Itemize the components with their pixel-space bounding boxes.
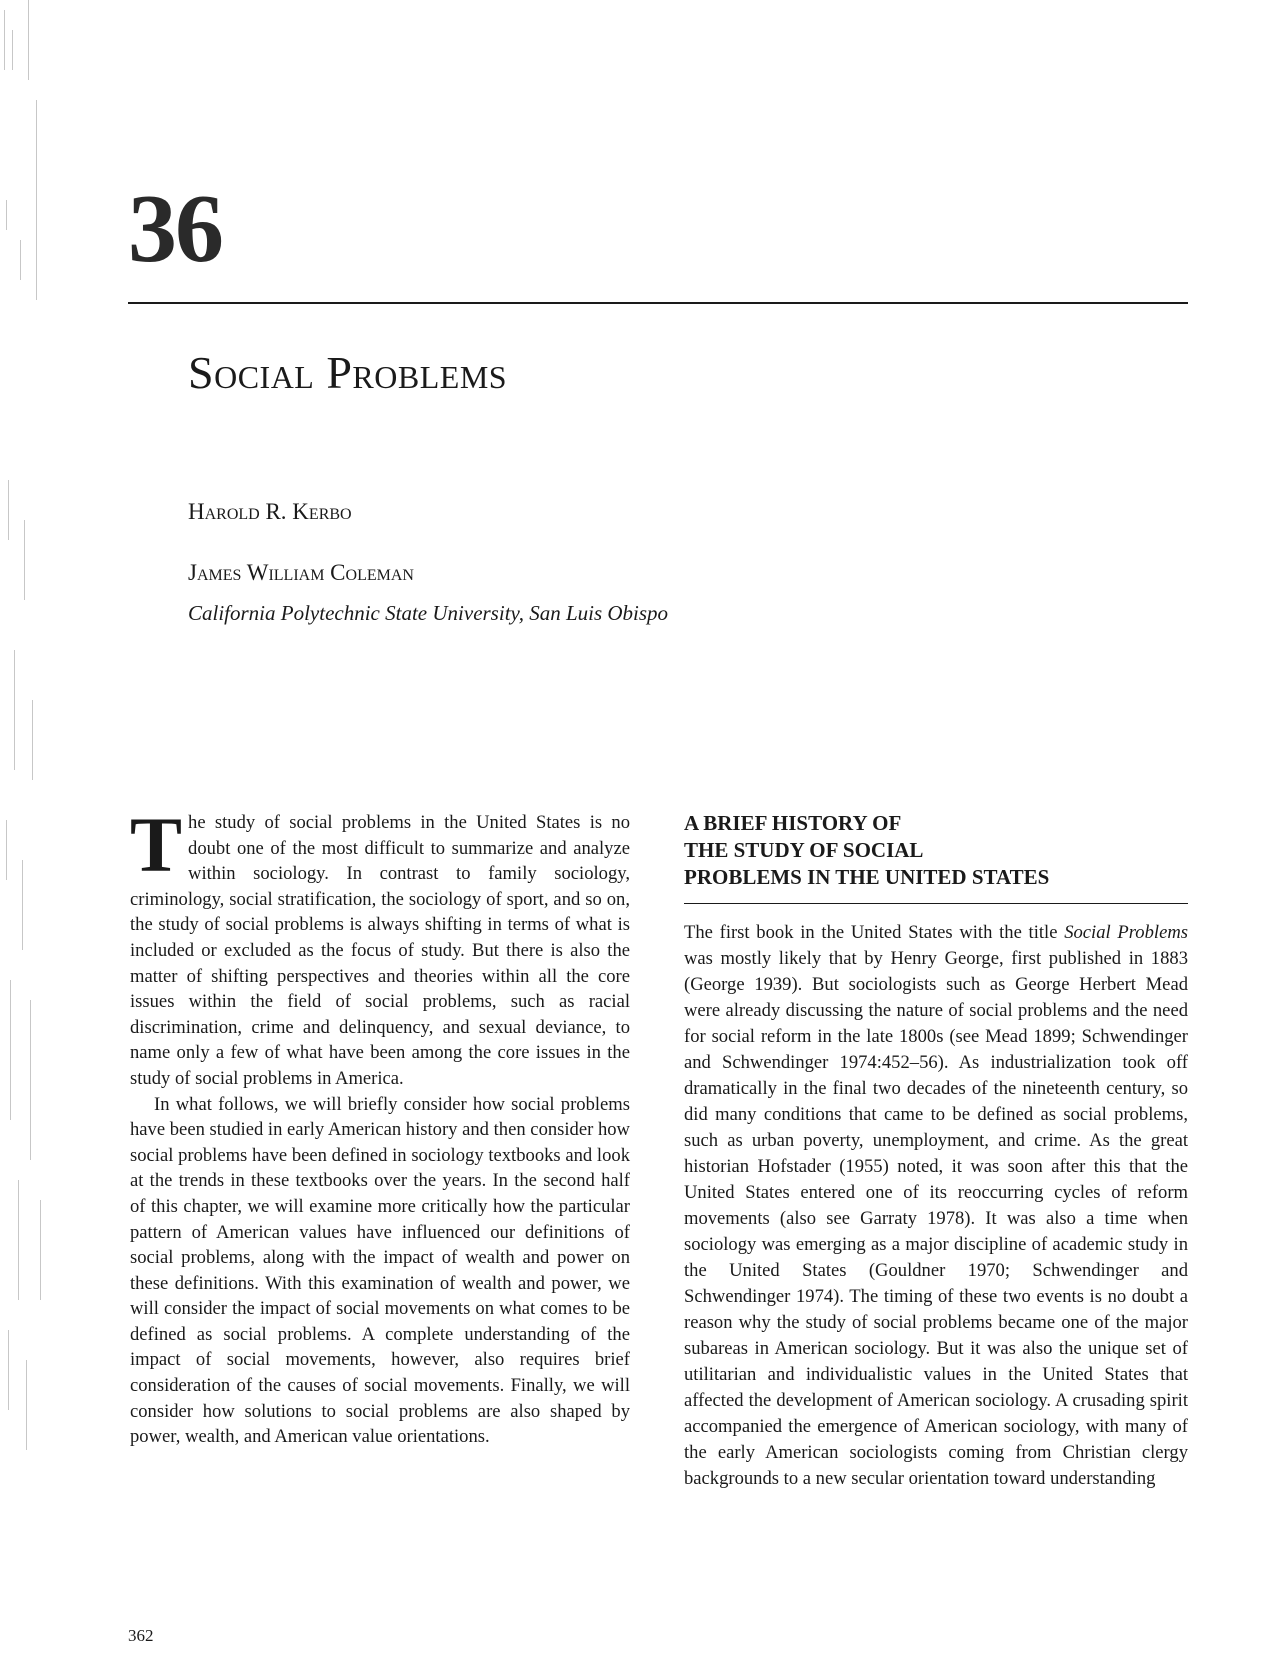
- author-affiliation: California Polytechnic State University, San Luis Obispo: [188, 601, 669, 625]
- chapter-rule: [128, 302, 1188, 304]
- section-rule: [684, 903, 1188, 904]
- section-text: The first book in the United States with the title: [684, 922, 1065, 943]
- author-name: James William Coleman: [188, 560, 414, 585]
- section-heading-line: A BRIEF HISTORY OF: [684, 811, 902, 835]
- scan-edge-artifact: [0, 0, 60, 1661]
- intro-paragraph: [130, 801, 630, 1092]
- section-text: was mostly likely that by Henry George, first published in 1883 (George 1939). But sociologists such as George Herbert Mead were already discussing the nature of social problems and the need for social reform in the late 1800s (see Mead 1899; Schwendinger and Schwendinger 1974:452–56). As industrialization took off dramatically in the final two decades of the nineteenth century, so did many conditions that came to be defined as social problems, such as urban poverty, unemployment, and crime. As the great historian Hofstader (1955) noted, it was soon after this that the United States entered one of its reoccurring cycles of reform movements (also see Garraty 1978). It was also a time when sociology was emerging as a major discipline of academic study in the United States (Gouldner 1970; Schwendinger and Schwendinger 1974). The timing of these two events is no doubt a reason why the study of social problems became one of the major subareas in American sociology. But it was also the unique set of utilitarian and individualistic values in the United States that affected the development of American sociology. A crusading spirit accompanied the emergence of American sociology, with many of the early American sociologists coming from Christian clergy backgrounds to a new secular orientation toward understanding: [684, 948, 1188, 1489]
- book-title: Social Problems: [1064, 922, 1188, 943]
- drop-cap: T: [130, 801, 183, 888]
- section-heading-line: PROBLEMS IN THE UNITED STATES: [684, 865, 1050, 889]
- page-number: 362: [128, 1626, 154, 1645]
- section-paragraph: [684, 920, 1188, 1492]
- intro-paragraph: In what follows, we will briefly consider how social problems have been studied in early American history and then consider how social problems have been defined in sociology textbooks and look at the trends in these textbooks over the years. In the second half of this chapter, we will examine more critically how the particular pattern of American values have influenced our definitions of social problems, along with the impact of wealth and power on these definitions. With this examination of wealth and power, we will consider the impact of social movements on what comes to be defined as social problems. A complete understanding of the impact of social movements, however, also requires brief consideration of the causes of social movements. Finally, we will consider how solutions to social problems are also shaped by power, wealth, and American value orientations.: [130, 1093, 630, 1448]
- author-name: Harold R. Kerbo: [188, 499, 352, 524]
- intro-column: [130, 801, 630, 1450]
- section-heading: [684, 810, 1188, 891]
- chapter-title: Social Problems: [188, 347, 508, 398]
- intro-paragraph-text: he study of social problems in the United States is no doubt one of the most difficult to summarize and analyze within sociology. In contrast to family sociology, criminology, social stratification, the sociology of sport, and so on, the study of social problems is always shifting in terms of what is included or excluded as the focus of study. But there is also the matter of shifting perspectives and theories within all the core issues within the field of social problems, such as racial discrimination, crime and delinquency, and sexual deviance, to name only a few of what have been among the core issues in the study of social problems in America.: [130, 812, 630, 1089]
- chapter-number: 36: [128, 175, 222, 283]
- section-heading-line: THE STUDY OF SOCIAL: [684, 838, 924, 862]
- section-column: [684, 810, 1188, 1492]
